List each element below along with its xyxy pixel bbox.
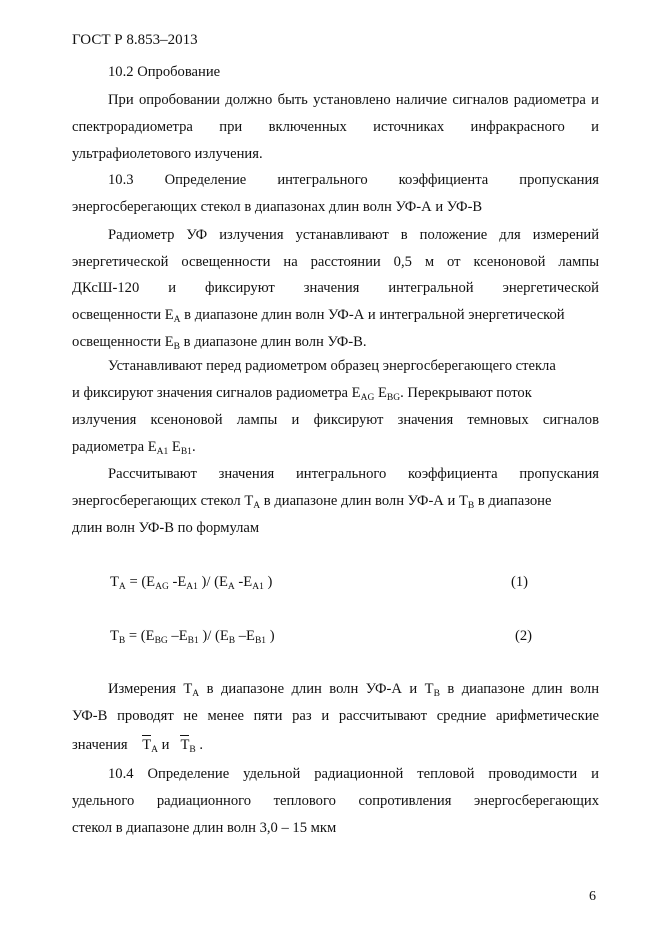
- heading-word: Определение: [164, 172, 247, 188]
- symbol: T: [180, 737, 190, 753]
- text-fragment: в диапазоне: [474, 493, 552, 509]
- text-fragment: и: [158, 737, 170, 753]
- paragraph-radiometer: Радиометр УФ излучения устанавливают в положение для измерений энергетической освещенности на расстоянии 0,5 м от ксеноновой лампы: [72, 227, 599, 270]
- text-fragment: и фиксируют значения сигналов радиометра E: [72, 385, 361, 401]
- paragraph-radiometer-line5: [72, 334, 599, 351]
- paragraph-measure-line2: УФ-В проводят не менее пяти раз и рассчитывают средние арифметические: [72, 708, 599, 724]
- text-word: интегральной: [388, 280, 474, 296]
- subscript: BG: [386, 393, 401, 403]
- text-word: фиксируют: [205, 280, 275, 296]
- paragraph-calc-line2: [72, 493, 599, 510]
- text-fragment: –E: [167, 628, 188, 644]
- text-fragment: в диапазоне длин волн УФ-А и интегральной энергетической: [180, 307, 565, 323]
- subscript: A: [151, 745, 159, 755]
- text-fragment: в диапазоне длин волн: [439, 681, 600, 697]
- text-fragment: -E: [168, 574, 187, 590]
- text-fragment: освещенности E: [72, 307, 174, 323]
- subscript: A: [118, 582, 126, 592]
- text-fragment: )/ (E: [197, 574, 228, 590]
- paragraph-radiometer-line4: [72, 307, 599, 324]
- text-word: Рассчитывают: [108, 466, 197, 482]
- subscript: B: [433, 689, 440, 699]
- page-number: 6: [589, 889, 596, 904]
- section-10-4-line1: 10.4 Определение удельной радиационной тепловой проводимости и: [108, 766, 599, 782]
- subscript: AG: [360, 393, 375, 403]
- text-word: энергетической: [502, 280, 599, 296]
- subscript: B: [467, 501, 475, 511]
- subscript: A1: [186, 582, 198, 592]
- text-fragment: энергосберегающих стекол T: [72, 493, 254, 509]
- text-word: пропускания: [519, 466, 600, 482]
- text-fragment: .: [191, 439, 196, 455]
- text-fragment: )/ (E: [198, 628, 229, 644]
- text-word: и: [168, 280, 177, 296]
- heading-word: интегрального: [277, 172, 368, 188]
- subscript: B: [118, 636, 126, 646]
- text-fragment: освещенности E: [72, 334, 174, 350]
- subscript: B1: [187, 636, 199, 646]
- subscript: B: [189, 745, 196, 755]
- paragraph-measure-line3: [72, 737, 599, 754]
- text-fragment: в диапазоне длин волн УФ-А и T: [199, 681, 434, 697]
- paragraph-sample-line4: [72, 439, 599, 456]
- formula-2: [110, 628, 275, 645]
- text-fragment: в диапазоне длин волн УФ-А и T: [260, 493, 468, 509]
- symbol: T: [142, 737, 152, 753]
- text-fragment: = (E: [125, 628, 155, 644]
- section-10-4-line3: стекол в диапазоне длин волн 3,0 – 15 мкм: [72, 820, 337, 836]
- heading-word: пропускания: [519, 172, 599, 188]
- paragraph-measure-line1: [108, 681, 599, 698]
- section-number: 10.3: [108, 172, 134, 188]
- subscript: A: [227, 582, 235, 592]
- text-word: значения: [218, 466, 275, 482]
- formula-1-number: (1): [511, 574, 529, 590]
- subscript: B1: [180, 447, 192, 457]
- subscript: A1: [252, 582, 264, 592]
- text-fragment: -E: [234, 574, 253, 590]
- section-10-3-heading: [108, 172, 599, 189]
- subscript: B1: [254, 636, 267, 646]
- document-header: ГОСТ Р 8.853–2013: [72, 32, 198, 48]
- paragraph-calc-line3: длин волн УФ-В по формулам: [72, 520, 260, 536]
- subscript: AG: [155, 582, 169, 592]
- text-fragment: = (E: [125, 574, 156, 590]
- formula-2-number: (2): [515, 628, 533, 644]
- paragraph-calc-line1: [108, 466, 599, 483]
- text-fragment: ): [263, 574, 273, 590]
- paragraph-sample-line1: Устанавливают перед радиометром образец энергосберегающего стекла: [108, 358, 556, 374]
- subscript: A: [253, 501, 261, 511]
- heading-word: коэффициента: [398, 172, 489, 188]
- paragraph-radiometer-line3: [72, 280, 599, 297]
- subscript: B: [228, 636, 236, 646]
- symbol: T: [110, 628, 119, 644]
- section-10-3-heading-rest: энергосберегающих стекол в диапазонах длин волн УФ-А и УФ-В: [72, 199, 483, 215]
- text-fragment: в диапазоне длин волн УФ-В.: [180, 334, 367, 350]
- subscript: A1: [156, 447, 169, 457]
- subscript: BG: [154, 636, 168, 646]
- paragraph-sample-line2: [72, 385, 599, 402]
- text-fragment: E: [168, 439, 181, 455]
- section-10-2-text: При опробовании должно быть установлено наличие сигналов радиометра и спектрорадиометра при включенных источниках инфракрасного и ультрафиолетового излучения.: [72, 92, 599, 162]
- text-word: значения: [303, 280, 360, 296]
- text-fragment: значения: [72, 737, 128, 753]
- subscript: B: [173, 342, 180, 352]
- section-10-2-title: 10.2 Опробование: [108, 64, 221, 80]
- text-word: коэффициента: [408, 466, 498, 482]
- subscript: A: [192, 689, 200, 699]
- lamp-model: ДКсШ-120: [72, 280, 140, 296]
- mean-symbol: [142, 737, 151, 754]
- mean-symbol: [180, 737, 189, 754]
- text-fragment: E: [374, 385, 387, 401]
- text-fragment: радиометра E: [72, 439, 157, 455]
- subscript: A: [173, 315, 181, 325]
- formula-1: [110, 574, 272, 591]
- symbol: T: [110, 574, 119, 590]
- text-fragment: ): [266, 628, 275, 644]
- text-word: интегрального: [295, 466, 387, 482]
- text-fragment: Измерения T: [108, 681, 193, 697]
- text-fragment: –E: [235, 628, 255, 644]
- text-fragment: . Перекрывают поток: [400, 385, 532, 401]
- section-10-4-line2: удельного радиационного теплового сопротивления энергосберегающих: [72, 793, 599, 809]
- text-fragment: .: [195, 737, 203, 753]
- paragraph-sample-line3: излучения ксеноновой лампы и фиксируют значения темновых сигналов: [72, 412, 599, 428]
